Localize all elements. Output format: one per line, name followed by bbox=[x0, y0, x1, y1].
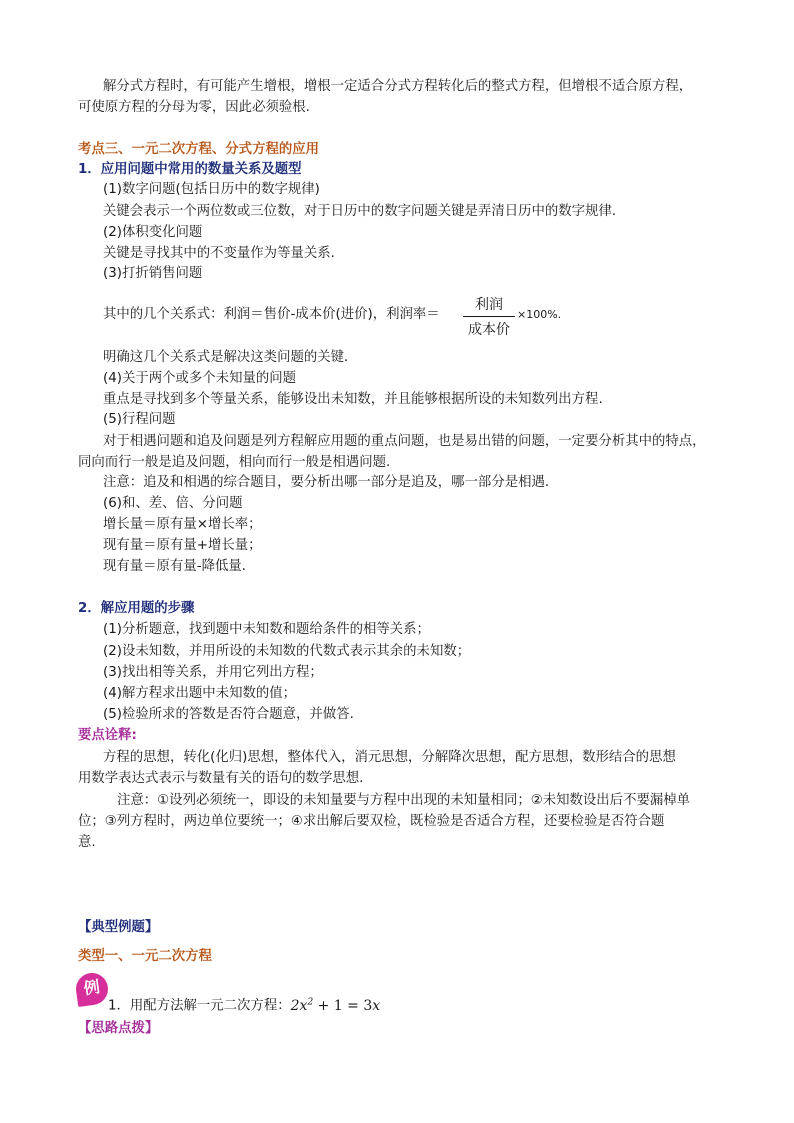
item-6-line-1: 增长量＝原有量×增长率； bbox=[103, 517, 262, 532]
item-5-title: (5)行程问题 bbox=[103, 412, 176, 427]
item-6-line-2: 现有量＝原有量+增长量； bbox=[103, 538, 262, 553]
item-1-body: 关键会表示一个两位数或三位数，对于日历中的数字问题关键是弄清日历中的数字规律． bbox=[103, 204, 626, 219]
step-5: (5)检验所求的答数是否符合题意，并做答. bbox=[103, 707, 354, 722]
key-points-line-2: 用数学表达式表示与数量有关的语句的数学思想． bbox=[78, 771, 373, 786]
subheading-2: 2．解应用题的步骤 bbox=[78, 601, 195, 616]
item-3-note: 明确这几个关系式是解决这类问题的关键． bbox=[103, 350, 358, 365]
subheading-1: 1．应用问题中常用的数量关系及题型 bbox=[78, 162, 302, 177]
type-1-heading: 类型一、一元二次方程 bbox=[78, 949, 212, 964]
item-2-body: 关键是寻找其中的不变量作为等量关系. bbox=[103, 246, 335, 261]
key-points-heading: 要点诠释: bbox=[78, 728, 137, 743]
key-points-line-1: 方程的思想，转化(化归)思想，整体代入，消元思想，分解降次思想，配方思想，数形结合的思想 bbox=[103, 750, 676, 765]
section-heading: 考点三、一元二次方程、分式方程的应用 bbox=[78, 142, 320, 157]
examples-heading: 【典型例题】 bbox=[78, 920, 159, 935]
fraction-numerator: 利润 bbox=[475, 297, 503, 313]
step-4: (4)解方程求出题中未知数的值； bbox=[103, 686, 297, 701]
item-6-line-3: 现有量＝原有量-降低量． bbox=[103, 559, 256, 574]
eq-rest: + 1 = 3 bbox=[313, 997, 373, 1014]
item-6-title: (6)和、差、倍、分问题 bbox=[103, 496, 243, 511]
item-1-title: (1)数字问题(包括日历中的数字规律) bbox=[103, 182, 320, 197]
intro-line-1: 解分式方程时，有可能产生增根，增根一定适合分式方程转化后的整式方程，但增根不适合原方程， bbox=[103, 79, 693, 94]
hint-heading: 【思路点拨】 bbox=[78, 1021, 159, 1036]
question-1-text: 1．用配方法解一元二次方程： bbox=[108, 998, 291, 1014]
note-line-1: 注意：①设列必须统一，即设的未知量要与方程中出现的未知量相同；②未知数设出后不要漏棹单 bbox=[117, 793, 691, 808]
step-3: (3)找出相等关系，并用它列出方程； bbox=[103, 665, 323, 680]
item-5-body-1: 对于相遇问题和追及问题是列方程解应用题的重点问题，也是易出错的问题，一定要分析其中的特点， bbox=[103, 434, 706, 449]
eq-coefficient: 2 bbox=[290, 997, 300, 1014]
item-4-title: (4)关于两个或多个未知量的问题 bbox=[103, 371, 297, 386]
intro-line-2: 可使原方程的分母为零，因此必须验根. bbox=[78, 100, 310, 115]
fraction-denominator: 成本价 bbox=[468, 322, 510, 338]
example-badge: 例 bbox=[74, 971, 110, 1007]
profit-rate-fraction bbox=[463, 294, 515, 338]
note-line-3: 意. bbox=[78, 835, 96, 850]
note-line-2: 位；③列方程时，两边单位要统一；④求出解后要双检，既检验是否适合方程，还要检验是否符合题 bbox=[78, 814, 665, 829]
item-3-formula-prefix: 其中的几个关系式：利润＝售价-成本价(进价)，利润率＝ bbox=[103, 307, 440, 322]
item-5-body-2: 同向而行一般是追及问题，相向而行一般是相遇问题. bbox=[78, 455, 391, 470]
step-1: (1)分析题意，找到题中未知数和题给条件的相等关系； bbox=[103, 622, 430, 637]
eq-exponent: 2 bbox=[307, 997, 314, 1007]
item-2-title: (2)体积变化问题 bbox=[103, 225, 203, 240]
item-3-formula-suffix: ×100%. bbox=[517, 308, 562, 321]
eq-variable-2: x bbox=[372, 997, 381, 1014]
item-4-body: 重点是寻找到多个等量关系，能够设出未知数，并且能够根据所设的未知数列出方程. bbox=[103, 392, 603, 407]
question-1-equation bbox=[291, 998, 381, 1014]
item-3-title: (3)打折销售问题 bbox=[103, 266, 203, 281]
eq-variable: x bbox=[299, 997, 308, 1014]
question-1 bbox=[108, 993, 380, 1016]
step-2: (2)设未知数，并用所设的未知数的代数式表示其余的未知数； bbox=[103, 644, 471, 659]
item-5-note: 注意：追及和相遇的综合题目，要分析出哪一部分是追及，哪一部分是相遇. bbox=[103, 475, 550, 490]
fraction-bar bbox=[463, 316, 515, 317]
